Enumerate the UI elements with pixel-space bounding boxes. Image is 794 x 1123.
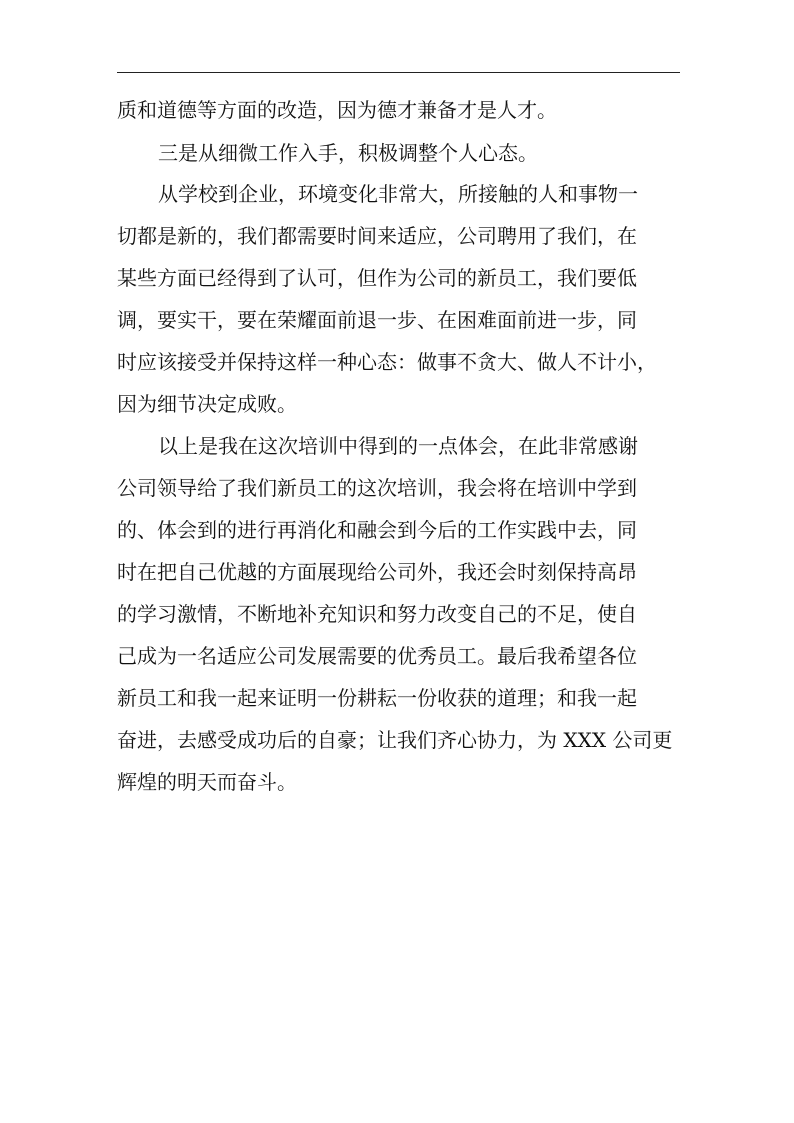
text-line: 新员工和我一起来证明一份耕耘一份收获的道理；和我一起 (117, 686, 637, 710)
text-line: 的、体会到的进行再消化和融会到今后的工作实践中去，同 (117, 518, 637, 542)
text-line: 辉煌的明天而奋斗。 (117, 770, 297, 794)
text-line: 公司领导给了我们新员工的这次培训，我会将在培训中学到 (117, 476, 637, 500)
text-line: 奋进，去感受成功后的自豪；让我们齐心协力，为 XXX 公司更 (117, 728, 673, 752)
text-line: 时应该接受并保持这样一种心态：做事不贪大、做人不计小， (117, 350, 657, 374)
text-line: 三是从细微工作入手，积极调整个人心态。 (158, 141, 538, 165)
text-line: 的学习激情，不断地补充知识和努力改变自己的不足，使自 (117, 602, 637, 626)
text-line: 因为细节决定成败。 (117, 392, 297, 416)
text-line: 某些方面已经得到了认可，但作为公司的新员工，我们要低 (117, 266, 637, 290)
text-line: 以上是我在这次培训中得到的一点体会，在此非常感谢 (158, 434, 638, 458)
text-line: 时在把自己优越的方面展现给公司外，我还会时刻保持高昂 (117, 560, 637, 584)
text-line: 质和道德等方面的改造，因为德才兼备才是人才。 (117, 98, 557, 122)
text-line: 调，要实干，要在荣耀面前退一步、在困难面前进一步，同 (117, 308, 637, 332)
text-line: 从学校到企业，环境变化非常大，所接触的人和事物一 (158, 182, 638, 206)
text-line: 己成为一名适应公司发展需要的优秀员工。最后我希望各位 (117, 644, 637, 668)
header-rule (117, 72, 680, 73)
text-line: 切都是新的，我们都需要时间来适应，公司聘用了我们，在 (117, 224, 637, 248)
